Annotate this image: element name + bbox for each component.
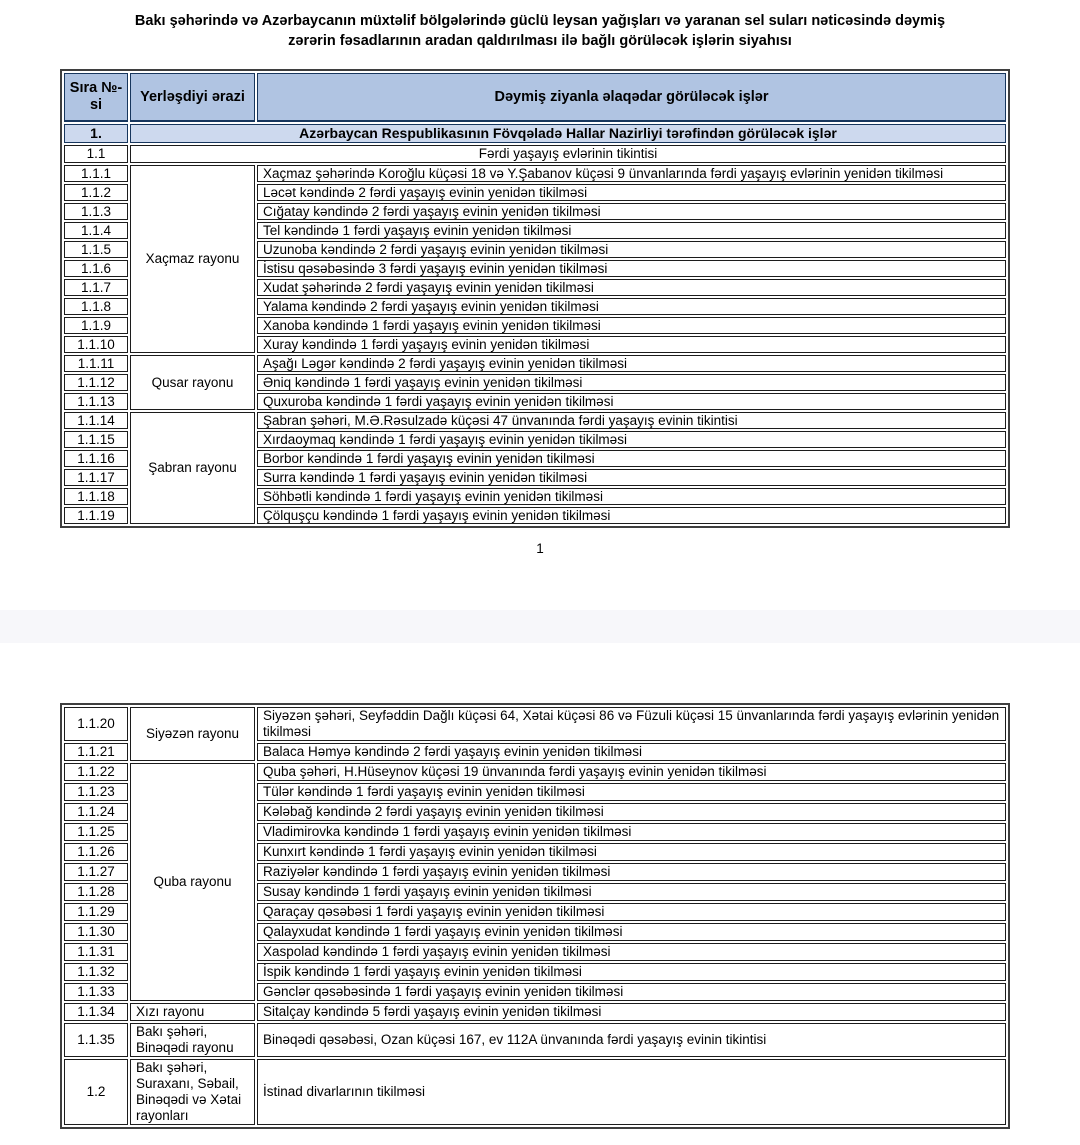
works-table-page1 — [60, 69, 1010, 528]
row-number-cell: 1.1.27 — [64, 863, 128, 881]
work-cell: Qaraçay qəsəbəsi 1 fərdi yaşayış evinin yenidən tikilməsi — [257, 903, 1006, 921]
work-cell: Aşağı Ləgər kəndində 2 fərdi yaşayış evinin yenidən tikilməsi — [257, 355, 1006, 372]
work-cell: Qalayxudat kəndində 1 fərdi yaşayış evinin yenidən tikilməsi — [257, 923, 1006, 941]
work-cell: Sitalçay kəndində 5 fərdi yaşayış evinin yenidən tikilməsi — [257, 1003, 1006, 1021]
work-cell: İstisu qəsəbəsində 3 fərdi yaşayış evinin yenidən tikilməsi — [257, 260, 1006, 277]
column-header: Dəymiş ziyanla əlaqədar görüləcək işlər — [257, 73, 1006, 122]
row-number-cell: 1.1.2 — [64, 184, 128, 201]
work-cell: Xanoba kəndində 1 fərdi yaşayış evinin yenidən tikilməsi — [257, 317, 1006, 334]
row-number-cell: 1.1.17 — [64, 469, 128, 486]
row-number-cell: 1.2 — [64, 1059, 128, 1125]
row-number-cell: 1.1.13 — [64, 393, 128, 410]
row-number-cell: 1.1.26 — [64, 843, 128, 861]
work-cell: Ləcət kəndində 2 fərdi yaşayış evinin yenidən tikilməsi — [257, 184, 1006, 201]
work-cell: İstinad divarlarının tikilməsi — [257, 1059, 1006, 1125]
row-number-cell: 1.1.30 — [64, 923, 128, 941]
table-row — [64, 1023, 1006, 1057]
work-cell: Raziyələr kəndində 1 fərdi yaşayış evinin yenidən tikilməsi — [257, 863, 1006, 881]
region-cell: Bakı şəhəri, Binəqədi rayonu — [130, 1023, 255, 1057]
work-cell: Quxuroba kəndində 1 fərdi yaşayış evinin yenidən tikilməsi — [257, 393, 1006, 410]
table-row — [64, 763, 1006, 781]
row-number-cell: 1.1.28 — [64, 883, 128, 901]
table-row — [64, 1059, 1006, 1125]
row-number-cell: 1.1.33 — [64, 983, 128, 1001]
row-number-cell: 1.1.12 — [64, 374, 128, 391]
row-number-cell: 1.1.9 — [64, 317, 128, 334]
work-cell: Binəqədi qəsəbəsi, Ozan küçəsi 167, ev 112A ünvanında fərdi yaşayış evinin tikintisi — [257, 1023, 1006, 1057]
row-number-cell: 1.1.11 — [64, 355, 128, 372]
row-number-cell: 1.1.14 — [64, 412, 128, 429]
row-number-cell: 1.1.31 — [64, 943, 128, 961]
row-number-cell: 1.1.35 — [64, 1023, 128, 1057]
table-row — [64, 1003, 1006, 1021]
table-row — [64, 165, 1006, 182]
work-cell: Tel kəndində 1 fərdi yaşayış evinin yenidən tikilməsi — [257, 222, 1006, 239]
table-header-row — [64, 73, 1006, 122]
work-cell: Söhbətli kəndində 1 fərdi yaşayış evinin yenidən tikilməsi — [257, 488, 1006, 505]
row-number-cell: 1.1.5 — [64, 241, 128, 258]
region-cell: Quba rayonu — [130, 763, 255, 1001]
work-cell: Surra kəndində 1 fərdi yaşayış evinin yenidən tikilməsi — [257, 469, 1006, 486]
page-number: 1 — [536, 540, 544, 556]
work-cell: Vladimirovka kəndində 1 fərdi yaşayış evinin yenidən tikilməsi — [257, 823, 1006, 841]
row-number-cell: 1.1.32 — [64, 963, 128, 981]
row-number-cell: 1.1 — [64, 145, 128, 163]
work-cell: Xaspolad kəndində 1 fərdi yaşayış evinin yenidən tikilməsi — [257, 943, 1006, 961]
work-cell: Cığatay kəndində 2 fərdi yaşayış evinin yenidən tikilməsi — [257, 203, 1006, 220]
row-number-cell: 1.1.8 — [64, 298, 128, 315]
region-cell: Şabran rayonu — [130, 412, 255, 524]
region-cell: Bakı şəhəri, Suraxanı, Səbail, Binəqədi və Xətai rayonları — [130, 1059, 255, 1125]
column-header: Yerləşdiyi ərazi — [130, 73, 255, 122]
document-title — [50, 0, 1030, 51]
table-row — [64, 355, 1006, 372]
work-cell: Xırdaoymaq kəndində 1 fərdi yaşayış evinin yenidən tikilməsi — [257, 431, 1006, 448]
row-number-cell: 1.1.23 — [64, 783, 128, 801]
document-title-line2: zərərin fəsadlarının aradan qaldırılması ilə bağlı görüləcək işlərin siyahısı — [288, 33, 792, 49]
work-cell: Xuray kəndində 1 fərdi yaşayış evinin yenidən tikilməsi — [257, 336, 1006, 353]
table-row — [64, 412, 1006, 429]
page-gap — [0, 610, 1080, 643]
region-cell: Xaçmaz rayonu — [130, 165, 255, 353]
work-cell: Borbor kəndində 1 fərdi yaşayış evinin yenidən tikilməsi — [257, 450, 1006, 467]
work-cell: Uzunoba kəndində 2 fərdi yaşayış evinin yenidən tikilməsi — [257, 241, 1006, 258]
work-cell: Susay kəndində 1 fərdi yaşayış evinin yenidən tikilməsi — [257, 883, 1006, 901]
region-cell: Xızı rayonu — [130, 1003, 255, 1021]
work-cell: Xaçmaz şəhərində Koroğlu küçəsi 18 və Y.Şabanov küçəsi 9 ünvanlarında fərdi yaşayış evlərinin yenidən tikilməsi — [257, 165, 1006, 182]
row-number-cell: 1.1.6 — [64, 260, 128, 277]
row-number-cell: 1.1.25 — [64, 823, 128, 841]
column-header: Sıra №-si — [64, 73, 128, 122]
work-cell: İspik kəndində 1 fərdi yaşayış evinin yenidən tikilməsi — [257, 963, 1006, 981]
row-number-cell: 1. — [64, 124, 128, 143]
region-cell: Siyəzən rayonu — [130, 707, 255, 761]
row-number-cell: 1.1.22 — [64, 763, 128, 781]
row-number-cell: 1.1.29 — [64, 903, 128, 921]
table-row — [64, 124, 1006, 143]
row-number-cell: 1.1.3 — [64, 203, 128, 220]
document-title-line1: Bakı şəhərində və Azərbaycanın müxtəlif bölgələrində güclü leysan yağışları və yaranan sel suları nəticəsində dəymiş — [134, 13, 946, 29]
work-cell: Kələbağ kəndində 2 fərdi yaşayış evinin yenidən tikilməsi — [257, 803, 1006, 821]
work-cell: Balaca Həmyə kəndində 2 fərdi yaşayış evinin yenidən tikilməsi — [257, 743, 1006, 761]
row-number-cell: 1.1.18 — [64, 488, 128, 505]
section-label-cell: Fərdi yaşayış evlərinin tikintisi — [130, 145, 1006, 163]
row-number-cell: 1.1.1 — [64, 165, 128, 182]
row-number-cell: 1.1.10 — [64, 336, 128, 353]
region-cell: Qusar rayonu — [130, 355, 255, 410]
work-cell: Şabran şəhəri, M.Ə.Rəsulzadə küçəsi 47 ünvanında fərdi yaşayış evinin tikintisi — [257, 412, 1006, 429]
work-cell: Siyəzən şəhəri, Seyfəddin Dağlı küçəsi 64, Xətai küçəsi 86 və Füzuli küçəsi 15 ünvanlarında fərdi yaşayış evlərinin yenidən tikilməsi — [257, 707, 1006, 741]
work-cell: Xudat şəhərində 2 fərdi yaşayış evinin yenidən tikilməsi — [257, 279, 1006, 296]
table-row — [64, 707, 1006, 741]
page-2 — [0, 643, 1080, 1145]
work-cell: Kunxırt kəndində 1 fərdi yaşayış evinin yenidən tikilməsi — [257, 843, 1006, 861]
row-number-cell: 1.1.24 — [64, 803, 128, 821]
table-row — [64, 145, 1006, 163]
row-number-cell: 1.1.20 — [64, 707, 128, 741]
row-number-cell: 1.1.19 — [64, 507, 128, 524]
work-cell: Tülər kəndində 1 fərdi yaşayış evinin yenidən tikilməsi — [257, 783, 1006, 801]
section-label-cell: Azərbaycan Respublikasının Fövqəladə Hallar Nazirliyi tərəfindən görüləcək işlər — [130, 124, 1006, 143]
row-number-cell: 1.1.4 — [64, 222, 128, 239]
work-cell: Gənclər qəsəbəsində 1 fərdi yaşayış evinin yenidən tikilməsi — [257, 983, 1006, 1001]
row-number-cell: 1.1.16 — [64, 450, 128, 467]
row-number-cell: 1.1.34 — [64, 1003, 128, 1021]
row-number-cell: 1.1.21 — [64, 743, 128, 761]
work-cell: Yalama kəndində 2 fərdi yaşayış evinin yenidən tikilməsi — [257, 298, 1006, 315]
work-cell: Quba şəhəri, H.Hüseynov küçəsi 19 ünvanında fərdi yaşayış evinin yenidən tikilməsi — [257, 763, 1006, 781]
work-cell: Çölquşçu kəndində 1 fərdi yaşayış evinin yenidən tikilməsi — [257, 507, 1006, 524]
works-table-page2 — [60, 703, 1010, 1129]
row-number-cell: 1.1.15 — [64, 431, 128, 448]
row-number-cell: 1.1.7 — [64, 279, 128, 296]
work-cell: Əniq kəndində 1 fərdi yaşayış evinin yenidən tikilməsi — [257, 374, 1006, 391]
